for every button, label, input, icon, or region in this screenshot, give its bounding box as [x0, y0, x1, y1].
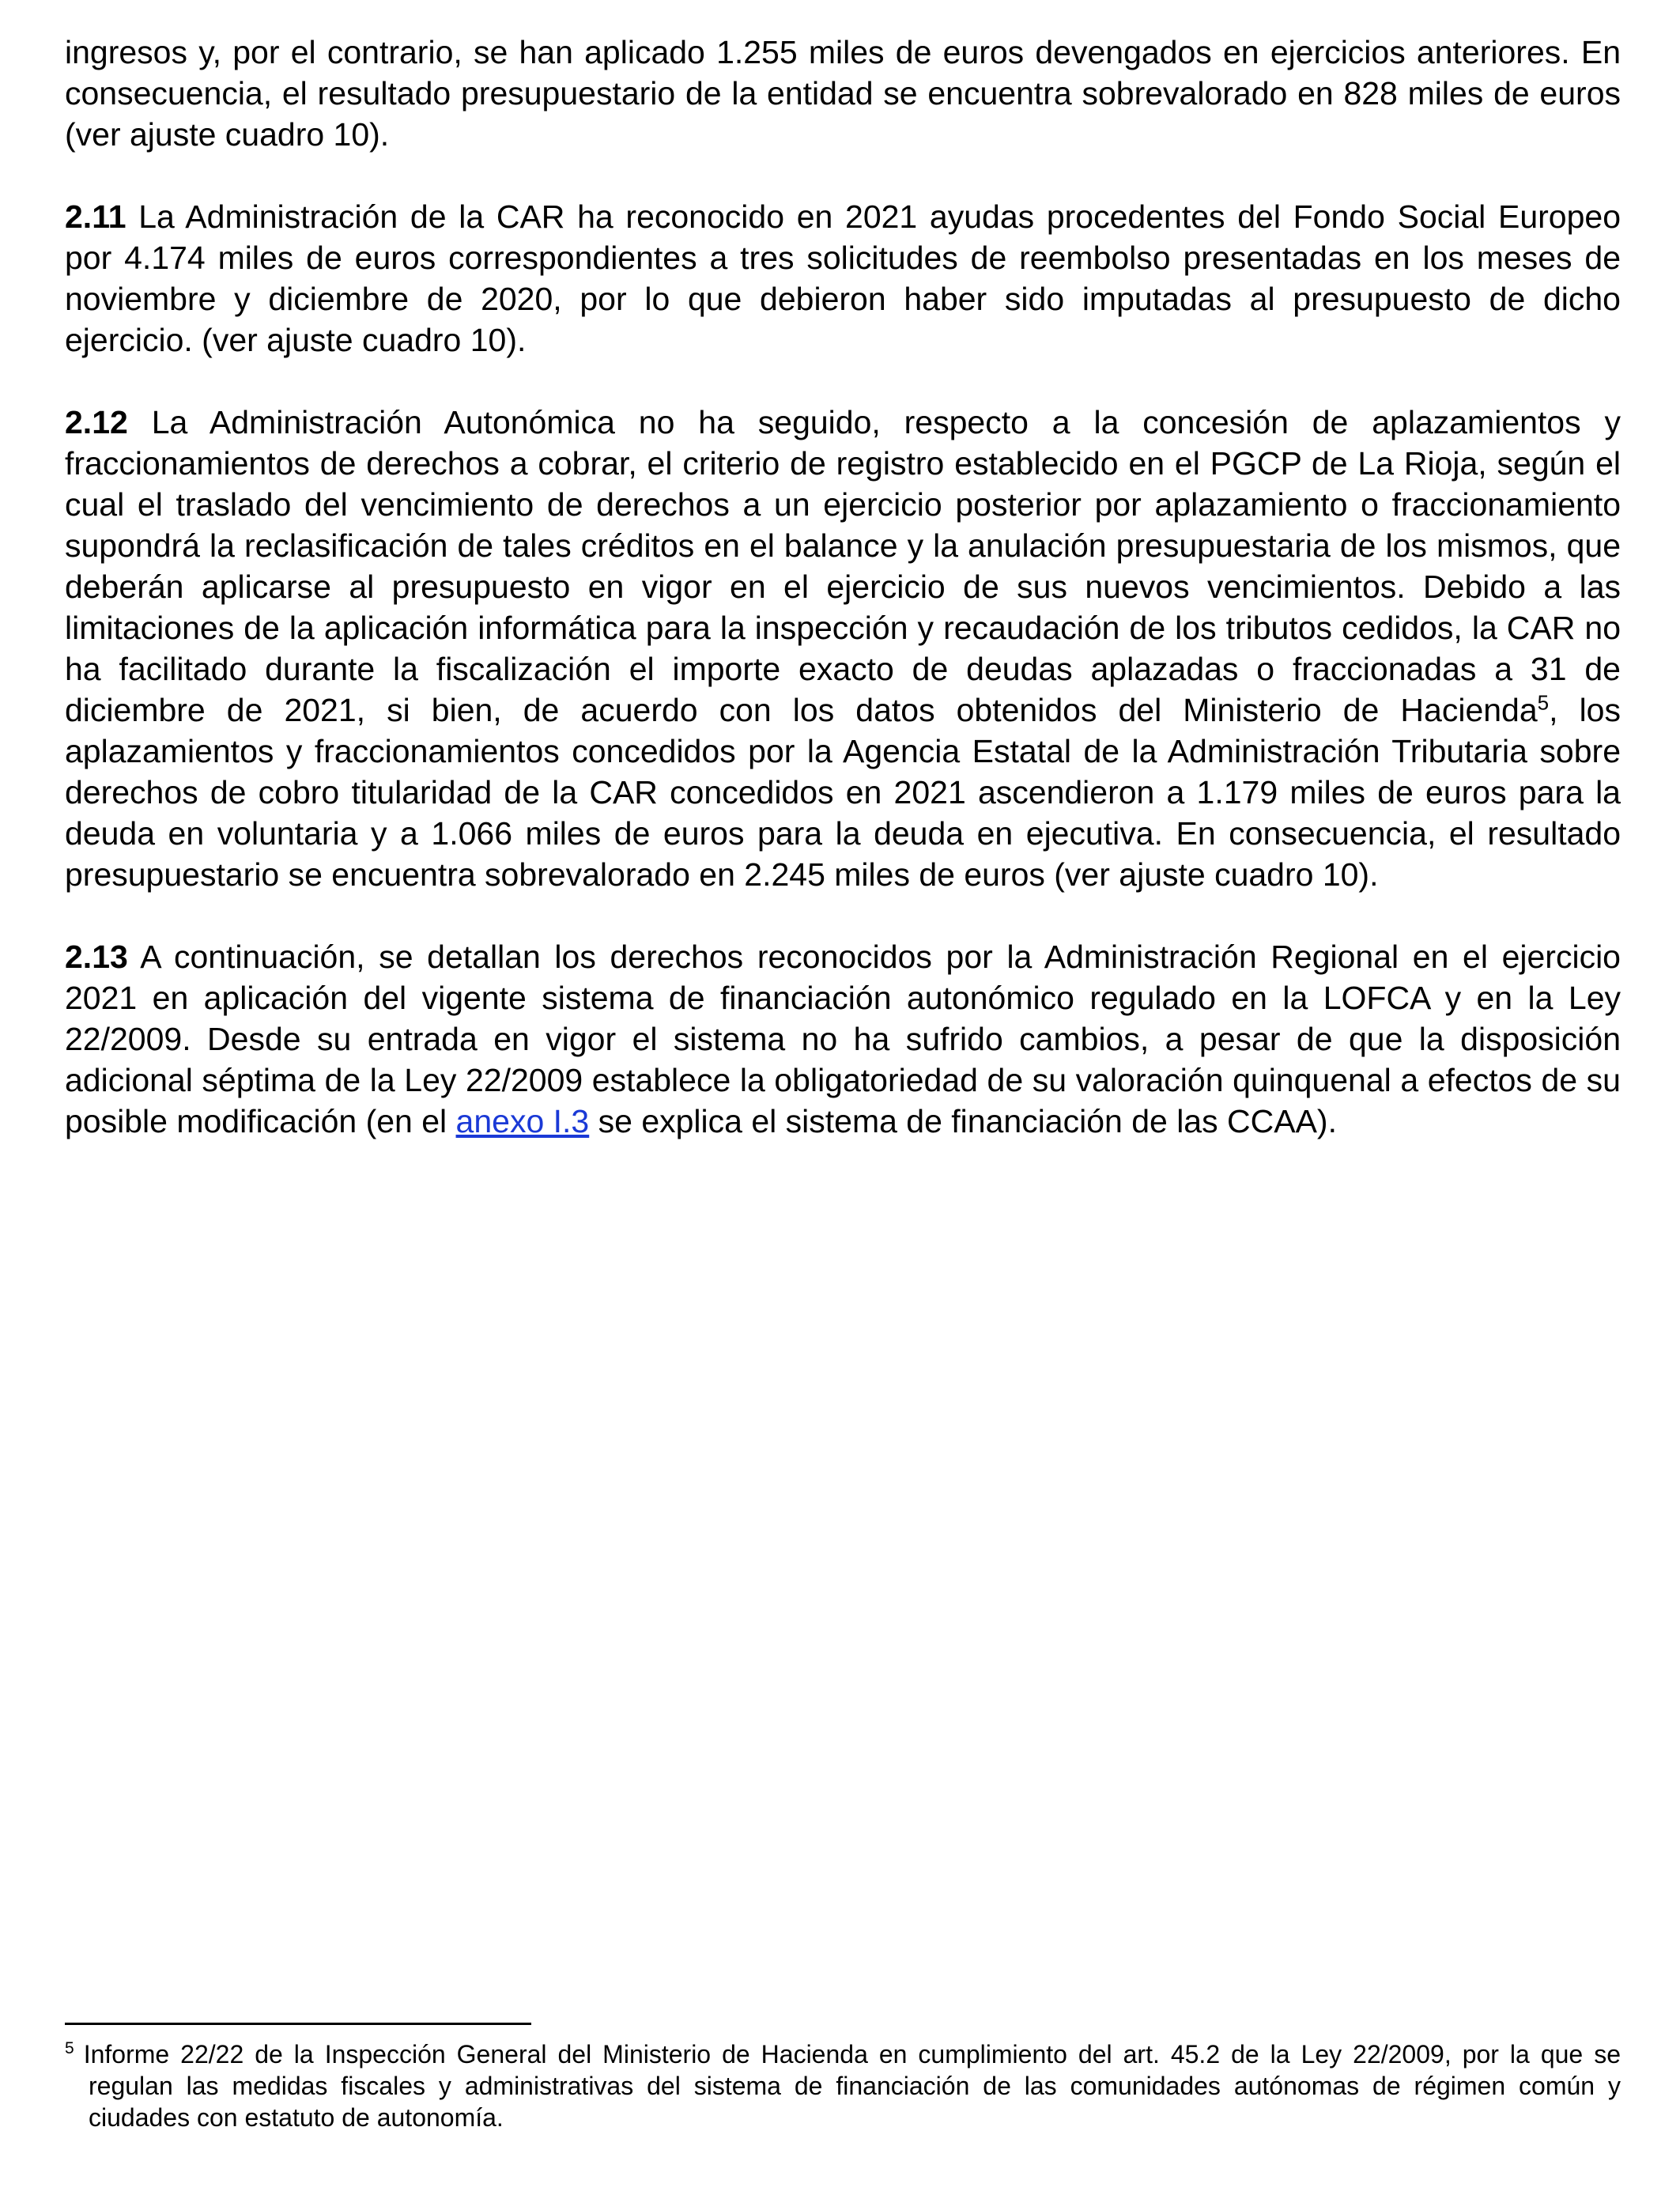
- footnote-body: [65, 2038, 1621, 2133]
- footnote-text: Informe 22/22 de la Inspección General del Ministerio de Hacienda en cumplimiento del art. 45.2 de la Ley 22/2009, por la que se regulan las medidas fiscales y administrativas del sistema de financiación de las comunidades autónomas de régimen común y ciudades con estatuto de autonomía.: [83, 2040, 1621, 2132]
- footnote-separator: [65, 2023, 531, 2025]
- paragraph-text: La Administración de la CAR ha reconocido en 2021 ayudas procedentes del Fondo Social Europeo por 4.174 miles de euros correspondientes a tres solicitudes de reembolso presentadas en los meses de noviembre y diciembre de 2020, por lo que debieron haber sido imputadas al presupuesto de dicho ejercicio. (ver ajuste cuadro 10).: [65, 198, 1621, 358]
- paragraph-2-11: [65, 196, 1621, 361]
- footnote-reference[interactable]: 5: [1537, 690, 1550, 715]
- paragraph-text: A continuación, se detallan los derechos reconocidos por la Administración Regional en el ejercicio 2021 en aplicación del vigente sistema de financiación autonómico regulado en la LOFCA y en la Ley 22/2009. Desde su entrada en vigor el sistema no ha sufrido cambios, a pesar de que la disposición adicional séptima de la Ley 22/2009 establece la obligatoriedad de su valoración quinquenal a efectos de su posible modificación (en el: [65, 939, 1621, 1139]
- footnote-mark: 5: [65, 2039, 74, 2058]
- paragraph-text: se explica el sistema de financiación de las CCAA).: [589, 1103, 1337, 1139]
- paragraph-2-13: [65, 936, 1621, 1142]
- paragraph-continuation: [65, 32, 1621, 155]
- paragraph-2-12: [65, 402, 1621, 895]
- paragraph-number: 2.11: [65, 198, 126, 235]
- annex-link[interactable]: anexo I.3: [455, 1103, 590, 1139]
- paragraph-text: ingresos y, por el contrario, se han aplicado 1.255 miles de euros devengados en ejercicios anteriores. En consecuencia, el resultado presupuestario de la entidad se encuentra sobrevalorado en 828 miles de euros (ver ajuste cuadro 10).: [65, 34, 1621, 153]
- document-page: [65, 32, 1621, 1183]
- paragraph-number: 2.13: [65, 939, 128, 975]
- paragraph-text: La Administración Autonómica no ha seguido, respecto a la concesión de aplazamientos y fraccionamientos de derechos a cobrar, el criterio de registro establecido en el PGCP de La Rioja, según el cual el traslado del vencimiento de derechos a un ejercicio posterior por aplazamiento o fraccionamiento supondrá la reclasificación de tales créditos en el balance y la anulación presupuestaria de los mismos, que deberán aplicarse al presupuesto en vigor en el ejercicio de sus nuevos vencimientos. Debido a las limitaciones de la aplicación informática para la inspección y recaudación de los tributos cedidos, la CAR no ha facilitado durante la fiscalización el importe exacto de deudas aplazadas o fraccionadas a 31 de diciembre de 2021, si bien, de acuerdo con los datos obtenidos del Ministerio de Hacienda: [65, 404, 1621, 728]
- paragraph-number: 2.12: [65, 404, 128, 440]
- paragraph-text: , los aplazamientos y fraccionamientos concedidos por la Agencia Estatal de la Administración Tributaria sobre derechos de cobro titularidad de la CAR concedidos en 2021 ascendieron a 1.179 miles de euros para la deuda en voluntaria y a 1.066 miles de euros para la deuda en ejecutiva. En consecuencia, el resultado presupuestario se encuentra sobrevalorado en 2.245 miles de euros (ver ajuste cuadro 10).: [65, 692, 1621, 893]
- footnote: [65, 2038, 1621, 2133]
